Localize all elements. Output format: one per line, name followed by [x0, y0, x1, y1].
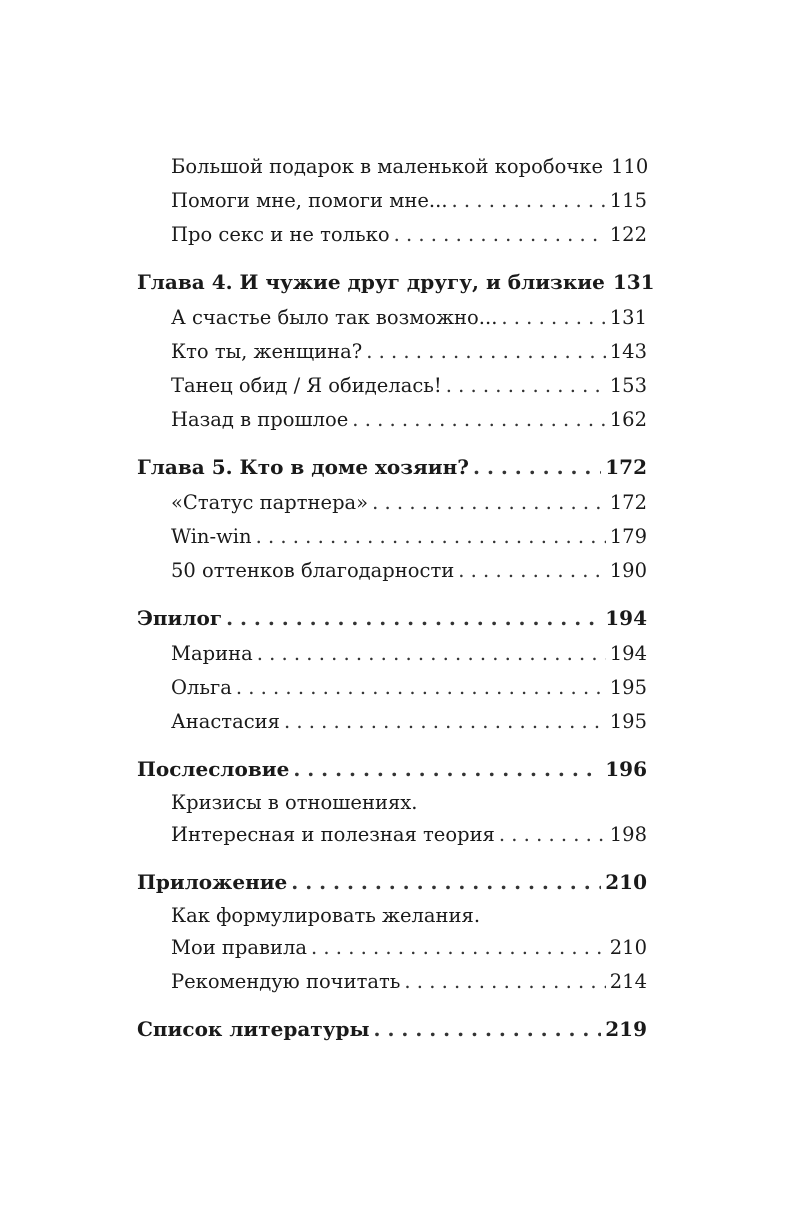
toc-entry-title: «Статус партнера» [171, 491, 369, 514]
toc-chapter-heading[interactable] [137, 448, 647, 486]
toc-appendix [137, 863, 647, 999]
toc-entry-page: 131 [609, 306, 647, 329]
leader-dots [284, 705, 606, 739]
toc-entry-title: Ольга [171, 676, 232, 699]
toc-entry-title: А счастье было так возможно... [171, 306, 498, 329]
toc-entry[interactable] [137, 403, 647, 437]
toc-entry[interactable] [137, 705, 647, 739]
chapter-page: 131 [612, 270, 655, 294]
toc-entry-title: Большой подарок в маленькой коробочке [171, 155, 603, 178]
leader-dots [366, 335, 606, 369]
toc-entry-title: Мои правила [171, 936, 307, 959]
toc-references [137, 1010, 647, 1048]
toc-entry[interactable] [137, 486, 647, 520]
chapter-page: 194 [605, 606, 647, 630]
leader-dots [291, 863, 601, 901]
toc-entry[interactable] [137, 184, 647, 218]
toc-entry-first-line: Как формулировать желания. [171, 904, 481, 927]
toc-chapter-5 [137, 448, 647, 588]
leader-dots [374, 1010, 602, 1048]
chapter-page: 219 [605, 1017, 647, 1041]
leader-dots [352, 403, 605, 437]
toc-entry-title: Анастасия [171, 710, 280, 733]
chapter-title: Эпилог [137, 606, 223, 630]
table-of-contents [137, 150, 655, 1059]
leader-dots [311, 931, 606, 965]
toc-entry[interactable] [137, 369, 647, 403]
leader-dots [473, 448, 601, 486]
leader-dots [257, 637, 606, 671]
toc-entry[interactable] [137, 671, 647, 705]
toc-entry-page: 214 [609, 970, 647, 993]
toc-chapter-heading[interactable] [137, 863, 647, 901]
toc-chapter-4 [137, 263, 655, 437]
toc-afterword [137, 750, 647, 852]
toc-entry[interactable] [137, 637, 647, 671]
toc-entry[interactable] [137, 301, 647, 335]
toc-entry[interactable] [137, 520, 647, 554]
leader-dots [404, 965, 605, 999]
toc-entry-page: 110 [611, 155, 649, 178]
chapter-title: Приложение [137, 870, 288, 894]
toc-entry-page: 195 [609, 676, 647, 699]
leader-dots [501, 301, 605, 335]
toc-entry-page: 162 [609, 408, 647, 431]
leader-dots [256, 520, 606, 554]
toc-entry[interactable] [137, 931, 647, 965]
leader-dots [446, 369, 606, 403]
toc-entry[interactable] [137, 335, 647, 369]
toc-entry-page: 153 [609, 374, 647, 397]
toc-entry[interactable] [137, 818, 647, 852]
toc-entry-title: 50 оттенков благодарности [171, 559, 455, 582]
toc-entry[interactable] [137, 965, 647, 999]
toc-entry-page: 115 [609, 189, 647, 212]
leader-dots [226, 599, 601, 637]
leader-dots [293, 750, 601, 788]
toc-chapter-heading[interactable] [137, 599, 647, 637]
toc-entry-first-line: Кризисы в отношениях. [171, 791, 418, 814]
toc-entry-page: 122 [609, 223, 647, 246]
toc-entry-page: 172 [609, 491, 647, 514]
toc-chapter-heading[interactable] [137, 750, 647, 788]
toc-entry-page: 210 [609, 936, 647, 959]
toc-entry-title: Назад в прошлое [171, 408, 349, 431]
toc-entry[interactable] [137, 554, 647, 588]
toc-entry-title: Про секс и не только [171, 223, 390, 246]
chapter-title: Глава 4. И чужие друг другу, и близкие [137, 270, 605, 294]
leader-dots [372, 486, 606, 520]
leader-dots [452, 184, 606, 218]
toc-entry-title: Марина [171, 642, 253, 665]
chapter-page: 196 [605, 757, 647, 781]
toc-entry-title: Кто ты, женщина? [171, 340, 363, 363]
toc-epilogue [137, 599, 647, 739]
toc-entry-page: 190 [609, 559, 647, 582]
toc-entry-title: Рекомендую почитать [171, 970, 401, 993]
chapter-title: Послесловие [137, 757, 290, 781]
toc-entry-title: Помоги мне, помоги мне... [171, 189, 448, 212]
leader-dots [499, 818, 606, 852]
chapter-title: Глава 5. Кто в доме хозяин? [137, 455, 470, 479]
toc-entry-title: Win-win [171, 525, 252, 548]
toc-entry[interactable] [137, 218, 647, 252]
toc-chapter-heading[interactable] [137, 263, 655, 301]
toc-continuation [137, 150, 647, 252]
chapter-page: 210 [605, 870, 647, 894]
toc-entry[interactable] [137, 150, 647, 184]
toc-chapter-heading[interactable] [137, 1010, 647, 1048]
chapter-title: Список литературы [137, 1017, 370, 1041]
leader-dots [394, 218, 606, 252]
leader-dots [458, 554, 606, 588]
toc-entry-page: 143 [609, 340, 647, 363]
toc-entry-title: Интересная и полезная теория [171, 823, 495, 846]
chapter-page: 172 [605, 455, 647, 479]
toc-entry-page: 195 [609, 710, 647, 733]
leader-dots [236, 671, 606, 705]
toc-entry-page: 198 [609, 823, 647, 846]
toc-entry-title: Танец обид / Я обиделась! [171, 374, 442, 397]
toc-entry-page: 194 [609, 642, 647, 665]
toc-entry-page: 179 [609, 525, 647, 548]
